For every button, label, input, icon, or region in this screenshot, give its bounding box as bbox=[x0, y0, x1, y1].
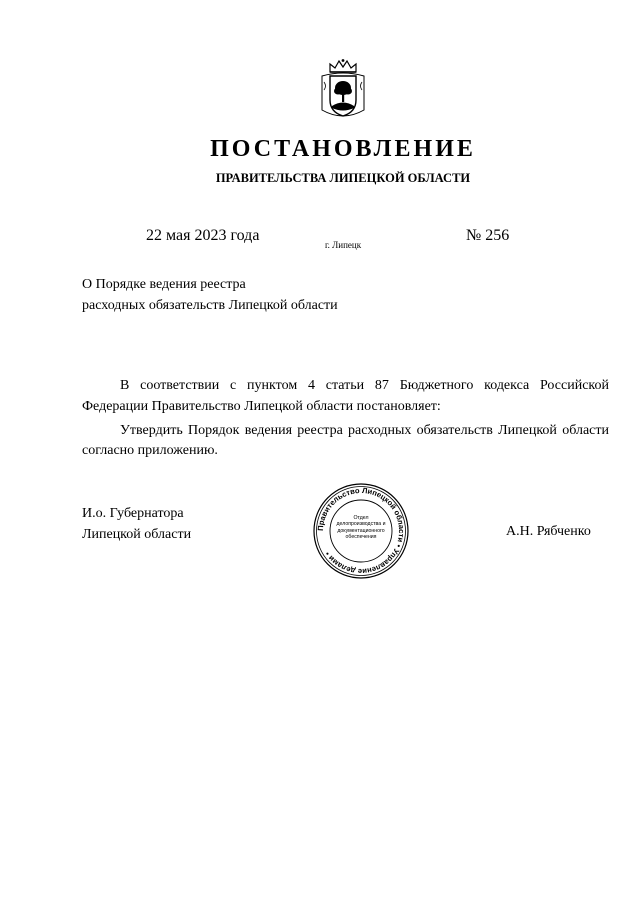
signer-position bbox=[82, 503, 191, 545]
document-city: г. Липецк bbox=[325, 240, 362, 250]
subject-line-1: О Порядке ведения реестра bbox=[82, 277, 246, 292]
signer-name: А.Н. Рябченко bbox=[506, 524, 591, 539]
document-title: ПОСТАНОВЛЕНИЕ bbox=[210, 136, 476, 162]
document-date: 22 мая 2023 года bbox=[146, 227, 260, 244]
stamp-center-text: Отдел делопроизводства и документационного обеспечения bbox=[336, 515, 386, 541]
stamp-ring-text: Правительство Липецкой области • Управление делами • bbox=[315, 485, 407, 577]
signer-position-line-2: Липецкой области bbox=[82, 527, 192, 542]
coat-of-arms-icon bbox=[318, 58, 368, 122]
subject-line-2: расходных обязательств Липецкой области bbox=[82, 298, 338, 313]
document-number: № 256 bbox=[466, 227, 510, 244]
body-paragraph-2: Утвердить Порядок ведения реестра расходных обязательств Липецкой области согласно приложению. bbox=[82, 422, 609, 458]
document-subject bbox=[82, 274, 338, 316]
issuing-authority: ПРАВИТЕЛЬСТВА ЛИПЕЦКОЙ ОБЛАСТИ bbox=[215, 171, 471, 185]
official-stamp-icon bbox=[312, 482, 410, 580]
document-body bbox=[82, 376, 609, 465]
body-paragraph-1: В соответствии с пунктом 4 статьи 87 Бюджетного кодекса Российской Федерации Правительство Липецкой области постановляет: bbox=[82, 378, 609, 414]
signer-position-line-1: И.о. Губернатора bbox=[82, 506, 184, 521]
